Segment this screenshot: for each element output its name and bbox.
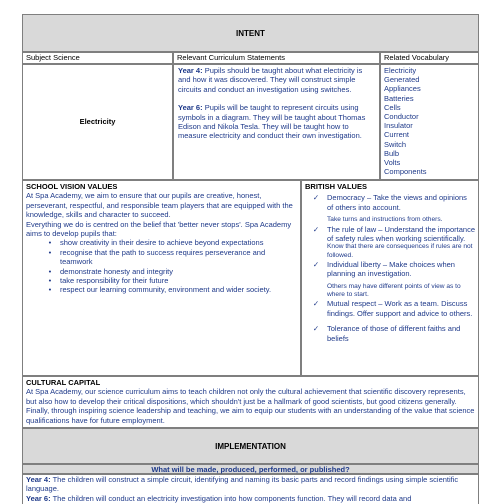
bullet-icon: • <box>48 276 52 286</box>
vocabulary-cell <box>380 64 479 180</box>
impl-year4-text: The children will construct a simple circuit, identifying and naming its basic parts and record findings using simple scientific language. <box>26 475 459 494</box>
vision-bullet-text: take responsibility for their future <box>60 276 169 286</box>
vocab-item: Batteries <box>384 93 414 103</box>
british-value-text: Tolerance of those of different faiths and beliefs <box>327 324 461 343</box>
vocab-item: Cells <box>384 102 401 112</box>
vocab-item: Bulb <box>384 148 400 158</box>
impl-year6-text: The children will conduct an electricity investigation into how components function. They will record data and <box>52 493 412 503</box>
vocab-item: Switch <box>384 139 407 149</box>
school-vision-intro2: Everything we do is centred on the belief that 'better never stops'. Spa Academy aims to develop pupils that: <box>26 219 292 239</box>
vocab-item: Appliances <box>384 84 421 94</box>
impl-year4 <box>26 475 475 494</box>
check-icon: ✓ <box>312 224 320 234</box>
subject-name: Electricity <box>79 117 116 127</box>
school-vision-section <box>22 180 301 376</box>
bullet-icon: • <box>48 247 52 257</box>
british-value-text: Democracy – Take the views and opinions of others into account. <box>327 193 467 212</box>
impl-year6-label: Year 6: <box>26 493 51 503</box>
british-values-title: BRITISH VALUES <box>305 182 367 191</box>
implementation-question <box>22 464 479 474</box>
impl-year6 <box>26 494 475 503</box>
vocab-item: Electricity <box>384 66 417 75</box>
bullet-icon: • <box>48 238 52 248</box>
vocab-item: Insulator <box>384 121 413 131</box>
british-value-text: The rule of law – Understand the importance of safety rules when working scientifically. <box>327 224 475 243</box>
year4-statement <box>178 66 375 94</box>
curriculum-cell <box>173 64 380 180</box>
cultural-capital-section <box>22 376 479 428</box>
vision-bullet <box>40 238 297 247</box>
british-value-item <box>305 225 475 244</box>
subject-header-label: Subject Science <box>26 53 80 62</box>
check-icon: ✓ <box>312 299 320 309</box>
school-vision-title: SCHOOL VISION VALUES <box>26 182 118 191</box>
british-value-item <box>305 299 475 318</box>
vision-bullet-text: recognise that the path to success requires perseverance and teamwork <box>60 247 266 267</box>
vision-bullet <box>40 267 297 276</box>
subject-header <box>22 52 173 64</box>
school-vision-intro: At Spa Academy, we aim to ensure that our pupils are creative, honest, perseverant, respectful, and responsible team players that are equipped with the knowledge, skills and character to succeed. <box>26 191 293 220</box>
year6-statement <box>178 103 375 141</box>
vocabulary-header <box>380 52 479 64</box>
vocab-item: Components <box>384 167 427 177</box>
vision-bullet <box>40 285 297 294</box>
vision-bullet <box>40 276 297 285</box>
vocab-item: Current <box>384 130 410 140</box>
british-value-text: Individual liberty – Make choices when planning an investigation. <box>327 259 455 279</box>
year4-label: Year 4: <box>178 66 203 75</box>
check-icon: ✓ <box>312 324 320 334</box>
british-value-note: Take turns and instructions from others. <box>327 216 443 224</box>
british-value-note: Know that there are consequences if rules are not followed. <box>327 243 473 259</box>
intent-header <box>22 14 479 52</box>
british-value-item <box>305 260 475 279</box>
vocab-item: Generated <box>384 75 420 85</box>
check-icon: ✓ <box>312 193 320 203</box>
british-value-note: Others may have different points of view as to where to start. <box>327 282 461 299</box>
british-value-item <box>305 193 475 212</box>
vision-bullet-text: respect our learning community, environment and wider society. <box>60 285 272 295</box>
vocab-item: Conductor <box>384 112 419 122</box>
check-icon: ✓ <box>312 259 320 269</box>
intent-title: INTENT <box>236 28 265 38</box>
implementation-title: IMPLEMENTATION <box>215 441 286 451</box>
impl-year4-label: Year 4: <box>26 475 51 484</box>
vocabulary-header-label: Related Vocabulary <box>384 53 450 62</box>
curriculum-header-label: Relevant Curriculum Statements <box>177 53 285 62</box>
cultural-capital-text: At Spa Academy, our science curriculum aims to teach children not only the cultural achievement that scientific discovery represents, but also how to develop their critical dispositions, which shouldn't just be a hallmark of good scientists, but good citizens generally. Finally, through inspiring science leadership and teaching, we aim to equip our students with an understanding of the value that science qualifications have for future employment. <box>26 387 475 425</box>
year4-text: Pupils should be taught about what electricity is and how it was discovered. They will construct simple circuits and conduct an investigation using switches. <box>178 66 363 94</box>
implementation-question-text: What will be made, produced, performed, or published? <box>151 464 350 474</box>
vocab-item: Volts <box>384 158 401 168</box>
curriculum-header <box>173 52 380 64</box>
british-value-item <box>305 324 475 343</box>
cultural-capital-title: CULTURAL CAPITAL <box>26 378 101 387</box>
vision-bullet-text: show creativity in their desire to achieve beyond expectations <box>60 238 264 248</box>
subject-cell <box>22 64 173 180</box>
vision-bullet-text: demonstrate honesty and integrity <box>60 266 173 276</box>
bullet-icon: • <box>48 285 52 295</box>
vision-bullet <box>40 248 297 267</box>
year6-label: Year 6: <box>178 103 203 113</box>
bullet-icon: • <box>48 266 52 276</box>
implementation-header <box>22 428 479 464</box>
british-value-text: Mutual respect – Work as a team. Discuss findings. Offer support and advice to others. <box>327 299 473 318</box>
british-values-section <box>301 180 479 376</box>
year6-text: Pupils will be taught to represent circuits using symbols in a diagram. They will be taught about Thomas Edison and Nikola Tesla. They will be taught how to measure electricity and conduct their own investigation. <box>178 103 366 141</box>
